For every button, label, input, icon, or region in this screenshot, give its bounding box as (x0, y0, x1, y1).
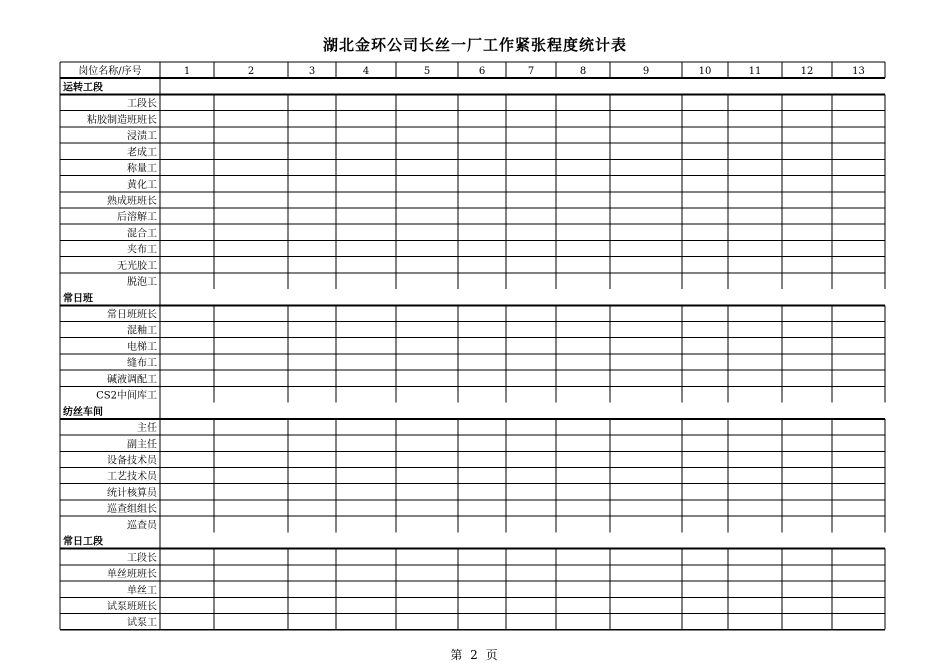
column-header-11: 11 (748, 66, 762, 78)
column-header-8: 8 (579, 66, 587, 78)
column-header-7: 7 (527, 66, 535, 78)
job-title-cell: 设备技术员 (107, 455, 157, 467)
job-title-cell: 后溶解工 (117, 212, 157, 224)
job-title-cell: 碱液调配工 (107, 374, 157, 386)
job-title-cell: 无光胶工 (117, 260, 157, 272)
job-title-cell: 粘胶制造班班长 (87, 114, 157, 126)
job-title-cell: 副主任 (127, 439, 157, 451)
job-title-cell: 电梯工 (127, 341, 157, 353)
column-header-label: 岗位名称/序号 (78, 66, 142, 78)
job-title-cell: 试泵工 (127, 617, 157, 629)
job-title-cell: 黄化工 (127, 179, 157, 191)
column-header-5: 5 (423, 66, 431, 78)
page-title: 湖北金环公司长丝一厂工作紧张程度统计表 (322, 36, 627, 54)
column-header-2: 2 (247, 66, 255, 78)
job-title-cell: 试泵班班长 (107, 601, 157, 613)
job-title-cell: 夹布工 (127, 244, 157, 256)
column-header-4: 4 (362, 66, 370, 78)
job-title-cell: CS2中间库工 (96, 390, 157, 402)
job-title-cell: 浸渍工 (127, 131, 157, 143)
job-title-cell: 工段长 (127, 98, 157, 110)
job-title-cell: 脱泡工 (127, 277, 157, 289)
section-label: 运转工段 (63, 82, 103, 94)
column-header-10: 10 (698, 66, 712, 78)
page-number: 第 2 页 (450, 648, 500, 662)
job-title-cell: 主任 (137, 423, 157, 435)
section-label: 常日工段 (63, 536, 103, 548)
job-title-cell: 统计核算员 (107, 487, 157, 499)
column-header-13: 13 (852, 66, 865, 78)
job-title-cell: 混釉工 (127, 325, 157, 337)
job-title-cell: 单丝工 (127, 585, 157, 597)
column-header-9: 9 (642, 66, 650, 78)
job-title-cell: 工艺技术员 (107, 471, 157, 483)
column-header-3: 3 (308, 66, 316, 78)
job-title-cell: 单丝班班长 (107, 569, 157, 581)
column-header-1: 1 (183, 66, 191, 78)
section-label: 常日班 (63, 293, 93, 305)
section-label: 纺丝车间 (63, 406, 103, 418)
job-title-cell: 熟成班班长 (107, 195, 157, 207)
job-title-cell: 常日班班长 (107, 309, 157, 321)
job-title-cell: 巡查组组长 (107, 504, 157, 516)
column-header-6: 6 (478, 66, 486, 78)
job-title-cell: 工段长 (127, 552, 157, 564)
job-title-cell: 老成工 (127, 147, 157, 159)
job-title-cell: 巡查员 (127, 520, 157, 532)
job-title-cell: 称量工 (127, 163, 157, 175)
job-title-cell: 缝布工 (127, 358, 157, 370)
job-title-cell: 混合工 (127, 228, 157, 240)
column-header-12: 12 (800, 66, 814, 78)
